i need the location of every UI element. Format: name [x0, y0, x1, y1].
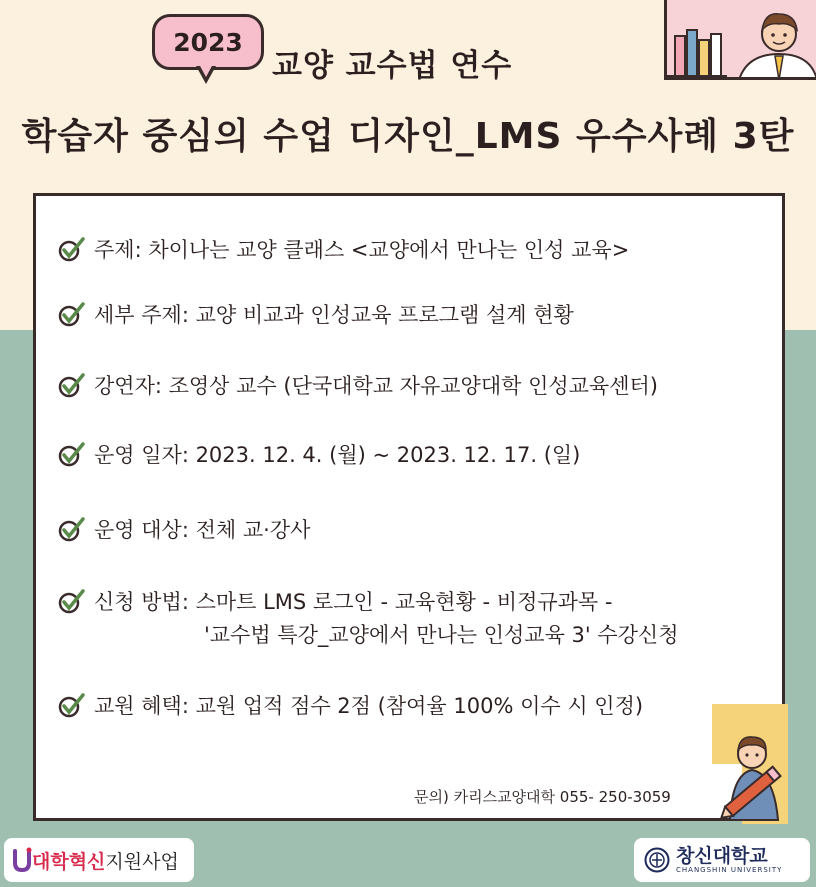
check-icon: [56, 299, 86, 329]
item-apply: [56, 586, 679, 651]
check-icon: [56, 514, 86, 544]
check-icon: [56, 690, 86, 720]
year-badge-text: 2023: [173, 27, 243, 57]
item-apply-line2: '교수법 특강_교양에서 만나는 인성교육 3' 수강신청: [204, 622, 679, 647]
logo-right-english: CHANGSHIN UNIVERSITY: [676, 866, 783, 875]
item-subtopic-text: 세부 주제: 교양 비교과 인성교육 프로그램 설계 현황: [94, 303, 574, 327]
item-topic-text: 주제: 차이나는 교양 클래스 <교양에서 만나는 인성 교육>: [94, 238, 630, 262]
logo-right-korean: 창신대학교: [676, 844, 768, 867]
item-speaker-text: 강연자: 조영상 교수 (단국대학교 자유교양대학 인성교육센터): [94, 374, 658, 398]
item-topic: [56, 234, 629, 267]
item-benefit: [56, 690, 643, 723]
year-badge: [152, 14, 264, 70]
item-target-text: 운영 대상: 전체 교·강사: [94, 518, 311, 542]
u-logo-icon: [12, 847, 32, 873]
item-target: [56, 514, 310, 547]
check-icon: [56, 234, 86, 264]
changshin-university-logo: [634, 838, 810, 882]
pencil-person-illustration: [712, 704, 788, 824]
item-dates: [56, 439, 580, 472]
bubble-tail-inner: [199, 64, 213, 77]
check-icon: [56, 370, 86, 400]
logo-left-red-text: 대학혁신: [32, 850, 106, 873]
logo-left-dark-text: 지원사업: [105, 850, 179, 873]
contact-info: 문의) 카리스교양대학 055- 250-3059: [414, 788, 671, 806]
item-apply-line1: 신청 방법: 스마트 LMS 로그인 - 교육현황 - 비정규과목 -: [94, 590, 613, 614]
university-emblem-icon: [644, 847, 670, 873]
item-apply-text: [94, 586, 679, 651]
check-icon: [56, 586, 86, 616]
university-innovation-logo: [4, 838, 194, 882]
info-card: [33, 193, 785, 821]
item-subtopic: [56, 299, 574, 332]
teacher-illustration: [664, 0, 816, 80]
item-dates-text: 운영 일자: 2023. 12. 4. (월) ~ 2023. 12. 17. (일): [94, 443, 581, 467]
page-subtitle: 교양 교수법 연수: [272, 48, 513, 84]
logo-right-names: [676, 846, 782, 875]
item-speaker: [56, 370, 658, 403]
item-benefit-text: 교원 혜택: 교원 업적 점수 2점 (참여율 100% 이수 시 인정): [94, 694, 644, 718]
check-icon: [56, 439, 86, 469]
page-title: 학습자 중심의 수업 디자인_LMS 우수사례 3탄: [21, 116, 795, 157]
